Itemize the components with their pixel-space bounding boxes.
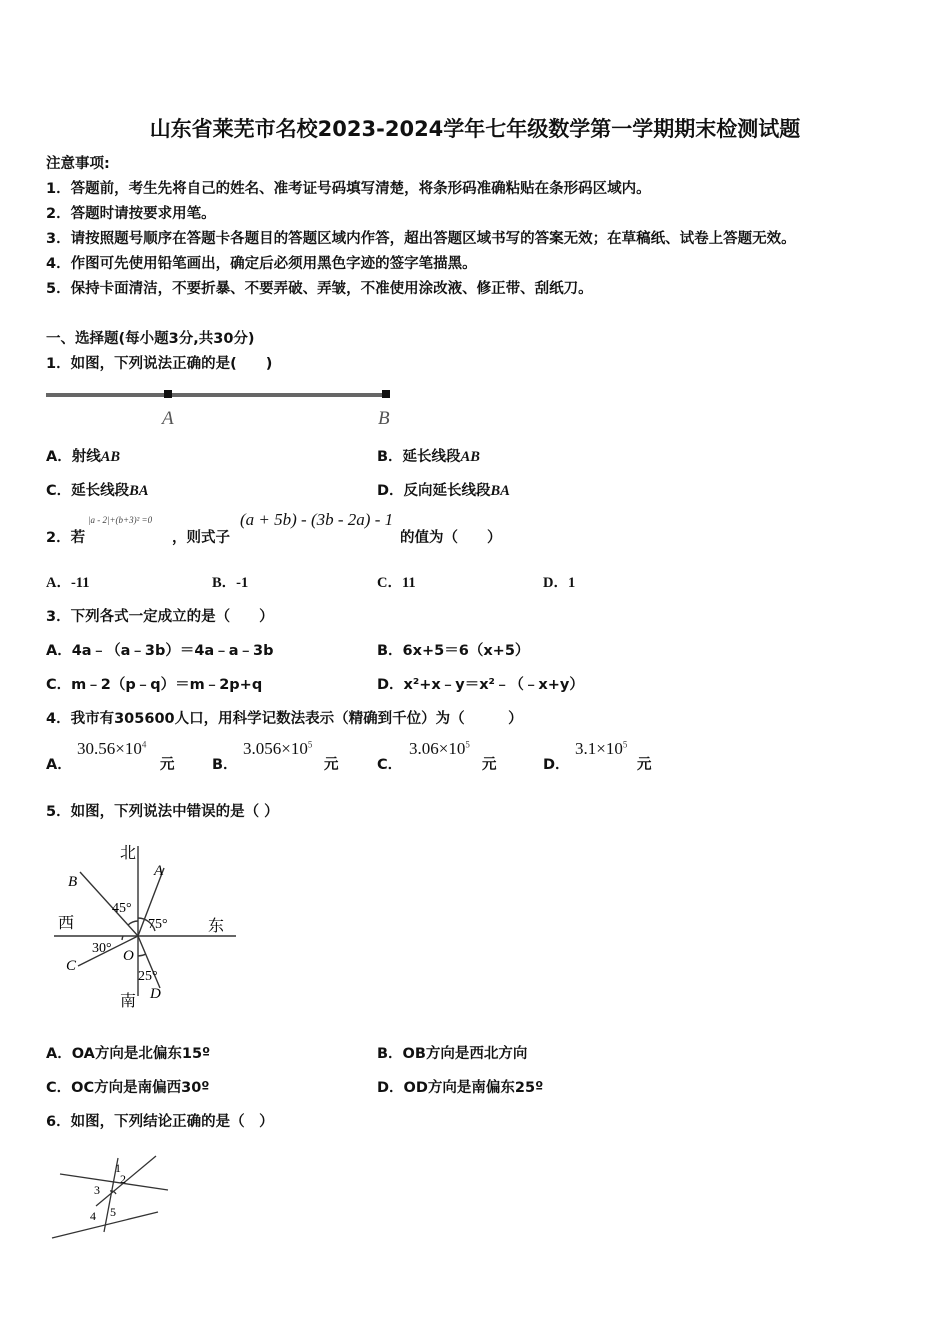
q5-option-b[interactable]: B．OB方向是西北方向 [377,1046,528,1062]
q3-option-b[interactable]: B．6x+5＝6（x+5） [377,643,530,659]
q2-middle: ，则式子 [172,530,230,546]
q4-option-a-label: A． [46,757,72,773]
q4-option-d-unit: 元 [637,757,652,773]
q1-option-c[interactable] [46,479,149,500]
q1-option-d-math: BA [490,483,510,499]
angle-5-label: 5 [110,1205,116,1219]
angle-75-label: 75° [148,917,168,932]
point-b-marker [382,390,390,398]
q4-option-c-unit: 元 [482,757,497,773]
q4-option-b-mantissa: 3.056×10 [243,739,308,758]
q1-option-b[interactable] [377,445,480,466]
q2-expression: (a + 5b) - (3b - 2a) - 1 [240,510,394,529]
q1-option-d[interactable] [377,479,510,500]
angle-1-label: 1 [115,1161,121,1175]
q6-figure [46,1148,176,1246]
point-b-label: B [378,408,390,429]
q4-option-c-exp: 5 [465,739,470,750]
q5-option-c[interactable]: C．OC方向是南偏西30º [46,1080,210,1096]
q4-option-a-mantissa: 30.56×10 [77,739,142,758]
east-label: 东 [208,918,225,935]
west-label: 西 [58,915,75,932]
q1-option-a[interactable] [46,445,120,466]
notice-item-3: 3．请按照题号顺序在答题卡各题目的答题区域内作答，超出答题区域书写的答案无效；在草稿纸、试卷上答题无效。 [46,231,796,247]
q4-option-b-unit: 元 [324,757,339,773]
q4-option-d[interactable] [575,739,627,759]
q2-option-d[interactable]: D．1 [543,575,576,591]
notice-heading: 注意事项: [46,156,110,172]
q4-option-c-mantissa: 3.06×10 [409,739,466,758]
q4-option-a[interactable] [77,739,146,759]
section-heading: 一、选择题(每小题3分,共30分) [46,331,255,347]
notice-item-5: 5．保持卡面清洁，不要折暴、不要弄破、弄皱，不准使用涂改液、修正带、刮纸刀。 [46,281,593,297]
ray-d-label: D [150,986,161,1002]
q1-option-b-math: AB [460,449,480,465]
ray-c-label: C [66,958,77,974]
q1-option-c-label: C．延长线段 [46,483,130,499]
q1-option-a-math: AB [100,449,121,465]
q4-option-a-unit: 元 [160,757,175,773]
q5-stem: 5．如图，下列说法中错误的是（ ） [46,804,279,820]
q6-stem: 6．如图，下列结论正确的是（ ） [46,1114,274,1130]
q4-option-b-exp: 5 [307,739,313,750]
q4-option-c[interactable] [409,739,470,759]
q4-option-d-label: D． [543,757,570,773]
south-label: 南 [120,993,137,1010]
notice-item-1: 1．答题前，考生先将自己的姓名、准考证号码填写清楚，将条形码准确粘贴在条形码区域内。 [46,181,651,197]
q1-figure [44,384,396,430]
angle-3-label: 3 [94,1183,100,1197]
q1-option-d-label: D．反向延长线段 [377,483,491,499]
q5-compass-figure [50,838,245,1013]
origin-label: O [123,948,134,964]
angle-25-label: 25° [138,969,158,984]
q1-option-b-label: B．延长线段 [377,449,461,465]
q4-option-d-exp: 5 [622,739,628,750]
angle-45-label: 45° [112,901,132,916]
q4-stem: 4．我市有305600人口，用科学记数法表示（精确到千位）为（ ） [46,711,523,727]
q2-option-c[interactable]: C．11 [377,575,416,591]
notice-item-2: 2．答题时请按要求用笔。 [46,206,216,222]
angle-30-label: 30° [92,941,112,956]
notice-item-4: 4．作图可先使用铅笔画出，确定后必须用黑色字迹的签字笔描黑。 [46,256,477,272]
point-a-label: A [162,408,174,429]
q1-stem: 1．如图，下列说法正确的是( ) [46,356,273,372]
q2-option-b[interactable]: B．-1 [212,575,249,591]
ray-a-label: A [154,863,164,879]
q4-option-b[interactable] [243,739,312,759]
q2-suffix: 的值为（ ） [400,530,502,546]
q4-option-d-mantissa: 3.1×10 [575,739,623,758]
q1-option-a-label: A．射线 [46,449,101,465]
angle-4-label: 4 [90,1209,96,1223]
q3-option-d[interactable]: D．x²+x﹣y＝x²﹣（﹣x+y） [377,677,584,693]
q4-option-b-label: B． [212,757,238,773]
angle-2-label: 2 [120,1172,126,1186]
q3-option-c[interactable]: C．m﹣2（p﹣q）＝m﹣2p+q [46,677,263,693]
q4-option-c-label: C． [377,757,403,773]
q1-option-c-math: BA [129,483,149,499]
page-title: 山东省莱芜市名校2023-2024学年七年级数学第一学期期末检测试题 [149,117,801,141]
q3-stem: 3．下列各式一定成立的是（ ） [46,609,274,625]
q5-option-d[interactable]: D．OD方向是南偏东25º [377,1080,544,1096]
q2-condition: |a - 2|+(b+3)² =0 [88,515,153,525]
q4-option-a-exp: 4 [141,739,147,750]
q3-option-a[interactable]: A．4a﹣（a﹣3b）＝4a﹣a﹣3b [46,643,274,659]
north-label: 北 [120,845,137,862]
q2-prefix: 2．若 [46,530,86,546]
ray-b-label: B [68,874,78,890]
q2-option-a[interactable]: A．-11 [46,575,90,591]
q5-option-a[interactable]: A．OA方向是北偏东15º [46,1046,211,1062]
point-a-marker [164,390,172,398]
